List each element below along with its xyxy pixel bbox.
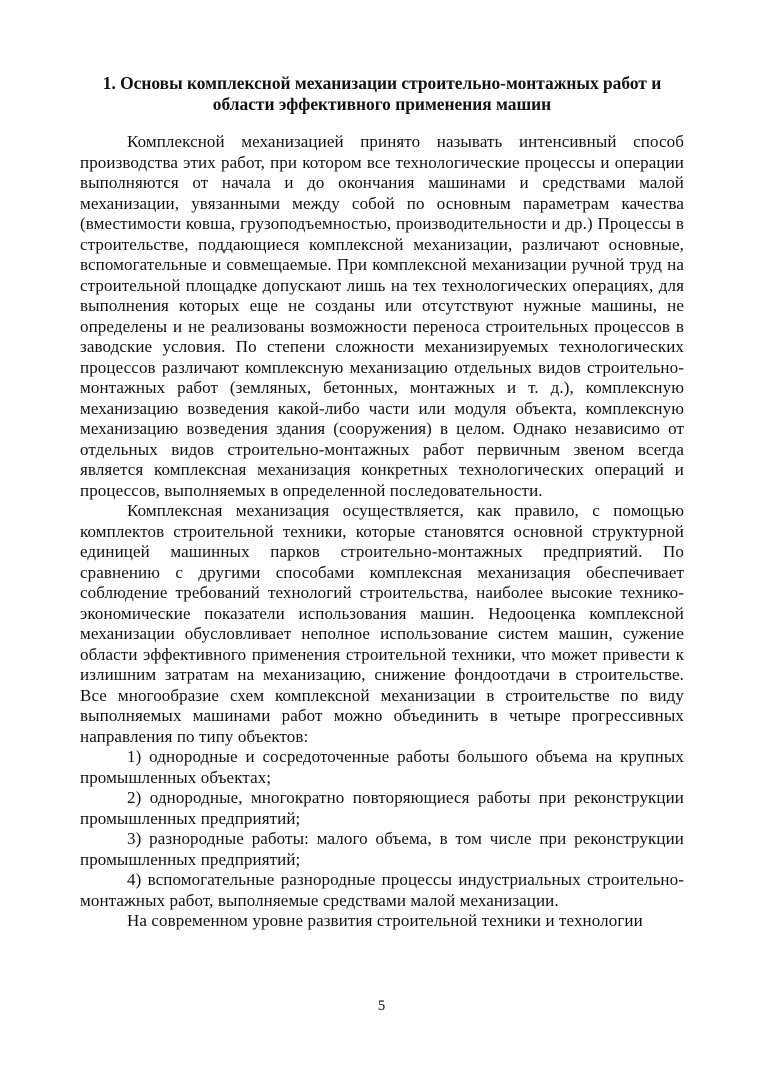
list-item-4: 4) вспомогательные разнородные процессы индустриальных строительно-монтажных работ, выполняемые средствами малой механизации. bbox=[80, 870, 684, 910]
paragraph-modern-level: На современном уровне развития строительной техники и технологии bbox=[127, 911, 643, 930]
list-item-1: 1) однородные и сосредоточенные работы большого объема на крупных промышленных объектах; bbox=[80, 747, 684, 787]
heading-line-1: 1. Основы комплексной механизации строительно-монтажных работ и bbox=[102, 73, 662, 93]
paragraph-complex-mechanization-implementation: Комплексная механизация осуществляется, как правило, с помощью комплектов строительной техники, которые становятся основной структурной единицей машинных парков строительно-монтажных предприятий. По сравнению с другими способами комплексная механизация обеспечивает соблюдение требований технологий строительства, наиболее высокие технико-экономические показатели использования машин. Недооценка комплексной механизации обусловливает неполное использование систем машин, сужение области эффективного применения строительной техники, что может привести к излишним затратам на механизацию, снижение фондоотдачи в строительстве. Все многообразие схем комплексной механизации в строительстве по виду выполняемых машинами работ можно объединить в четыре прогрессивных направления по типу объектов: bbox=[80, 501, 684, 746]
list-item-2: 2) однородные, многократно повторяющиеся работы при реконструкции промышленных предприятий; bbox=[80, 788, 684, 828]
section-heading bbox=[80, 73, 684, 115]
document-page bbox=[80, 73, 684, 932]
paragraph-complex-mechanization-definition: Комплексной механизацией принято называть интенсивный способ производства этих работ, при котором все технологические процессы и операции выполняются от начала и до окончания машинами и средствами малой механизации, увязанными между собой по основным параметрам качества (вместимости ковша, грузоподъемностью, производительности и др.) Процессы в строительстве, поддающиеся комплексной механизации, различают основные, вспомогательные и совмещаемые. При комплексной механизации ручной труд на строительной площадке допускают лишь на тех технологических операциях, для выполнения которых еще не созданы или отсутствуют нужные машины, не определены и не реализованы возможности переноса строительных процессов в заводские условия. По степени сложности механизируемых технологических процессов различают комплексную механизацию отдельных видов строительно-монтажных работ (земляных, бетонных, монтажных и т. д.), комплексную механизацию возведения какой-либо части или модуля объекта, комплексную механизацию возведения здания (сооружения) в целом. Однако независимо от отдельных видов строительно-монтажных работ первичным звеном всегда является комплексная механизация конкретных технологических операций и процессов, выполняемых в определенной последовательности. bbox=[80, 132, 684, 500]
page-number: 5 bbox=[377, 998, 386, 1014]
heading-line-2: области эффективного применения машин bbox=[212, 94, 552, 114]
list-item-3: 3) разнородные работы: малого объема, в том числе при реконструкции промышленных предприятий; bbox=[80, 829, 684, 869]
